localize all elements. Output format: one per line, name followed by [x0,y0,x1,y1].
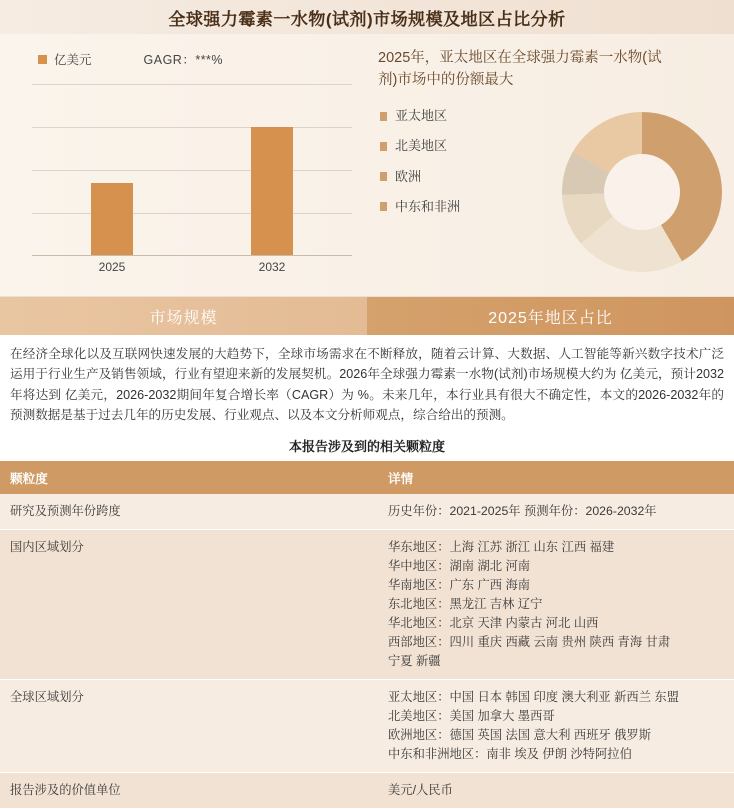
legend-swatch-icon [380,112,387,121]
legend-item-namerica [380,138,460,154]
donut-chart-panel [370,34,734,296]
summary-paragraph: 在经济全球化以及互联网快速发展的大趋势下，全球市场需求在不断释放，随着云计算、大数据、人工智能等新兴数字技术广泛运用于行业生产及销售领域，行业有望迎来新的发展契机。2026年全球强力霉素一水物(试剂)市场规模大约为 亿美元，预计2032年将达到 亿美元，2026-2032期间年复合增长率（CAGR）为 %。未来几年，本行业具有很大不确定性，本文的2026-2032年的预测数据是基于过去几年的历史发展、行业观点、以及本文分析师观点，综合给出的预测。 [10,347,724,423]
legend-item-series [38,50,92,68]
bar-chart-legend [38,50,356,68]
row-detail-value-unit [378,773,734,809]
table-header-detail: 详情 [378,461,734,494]
page-title: 全球强力霉素一水物(试剂)市场规模及地区占比分析 [168,9,566,29]
detail-line: 华中地区：湖南 湖北 河南 [388,558,531,573]
legend-swatch-icon [380,142,387,151]
table-row [0,494,734,530]
x-axis [32,255,352,256]
detail-line: 历史年份：2021-2025年 预测年份：2026-2032年 [388,503,657,518]
bar-2025 [91,183,133,255]
donut-legend [380,108,460,229]
legend-series-label: 亿美元 [54,53,92,67]
bar-chart-panel [0,34,370,296]
legend-label-europe: 欧洲 [395,168,422,184]
legend-swatch-icon [380,202,387,211]
detail-line: 华南地区：广东 广西 海南 [388,577,531,592]
detail-line: 华北地区：北京 天津 内蒙古 河北 山西 [388,615,599,630]
legend-swatch-icon [38,55,47,64]
table-head [0,461,734,494]
bar-2032 [251,127,293,255]
table-row [0,773,734,809]
bar-chart [32,84,352,274]
legend-label-namerica: 北美地区 [395,138,448,154]
donut-ring [562,112,722,272]
bar-cell [192,85,352,255]
legend-label-mea: 中东和非洲 [395,198,461,214]
legend-swatch-icon [380,172,387,181]
row-label-years: 研究及预测年份跨度 [0,494,378,530]
page-header [0,0,734,34]
granularity-table [0,461,734,810]
bar-cell [32,85,192,255]
table-header-granularity: 颗粒度 [0,461,378,494]
donut-chart-title: 2025年，亚太地区在全球强力霉素一水物(试剂)市场中的份额最大 [378,50,662,88]
row-detail-global-regions [378,679,734,772]
gagr-label: GAGR：***% [143,53,224,67]
table-body [0,494,734,809]
table-section-title: 本报告涉及到的相关颗粒度 [288,438,445,454]
detail-line: 华东地区：上海 江苏 浙江 山东 江西 福建 [388,539,615,554]
row-detail-years [378,494,734,530]
donut-chart [562,112,722,272]
legend-item-apac [380,108,460,124]
detail-line: 宁夏 新疆 [388,653,441,668]
detail-line: 西部地区：四川 重庆 西藏 云南 贵州 陕西 青海 甘肃 [388,634,671,649]
tab-region-share[interactable]: 2025年地区占比 [367,297,734,335]
bar-series [32,85,352,255]
legend-label-apac: 亚太地区 [395,108,448,123]
detail-line: 美元/人民币 [388,783,453,798]
legend-item-europe [380,169,460,185]
detail-line: 中东和非洲地区：南非 埃及 伊朗 沙特阿拉伯 [388,747,632,762]
x-label-2025: 2025 [98,260,126,274]
table-row [0,679,734,772]
tab-market-size[interactable]: 市场规模 [0,297,367,335]
charts-panel [0,34,734,297]
detail-line: 北美地区：美国 加拿大 墨西哥 [388,708,555,723]
table-row [0,529,734,679]
detail-line: 亚太地区：中国 日本 韩国 印度 澳大利亚 新西兰 东盟 [388,689,680,704]
row-label-value-unit: 报告涉及的价值单位 [0,773,378,809]
row-detail-domestic-regions [378,529,734,679]
detail-line: 东北地区：黑龙江 吉林 辽宁 [388,596,543,611]
table-header-row [0,461,734,494]
row-label-domestic-regions: 国内区域划分 [0,529,378,679]
row-label-global-regions: 全球区域划分 [0,679,378,772]
legend-item-mea [380,199,460,215]
detail-line: 欧洲地区：德国 英国 法国 意大利 西班牙 俄罗斯 [388,728,652,743]
x-axis-labels [32,260,352,274]
x-label-2032: 2032 [258,260,286,274]
section-tabs [0,297,734,335]
